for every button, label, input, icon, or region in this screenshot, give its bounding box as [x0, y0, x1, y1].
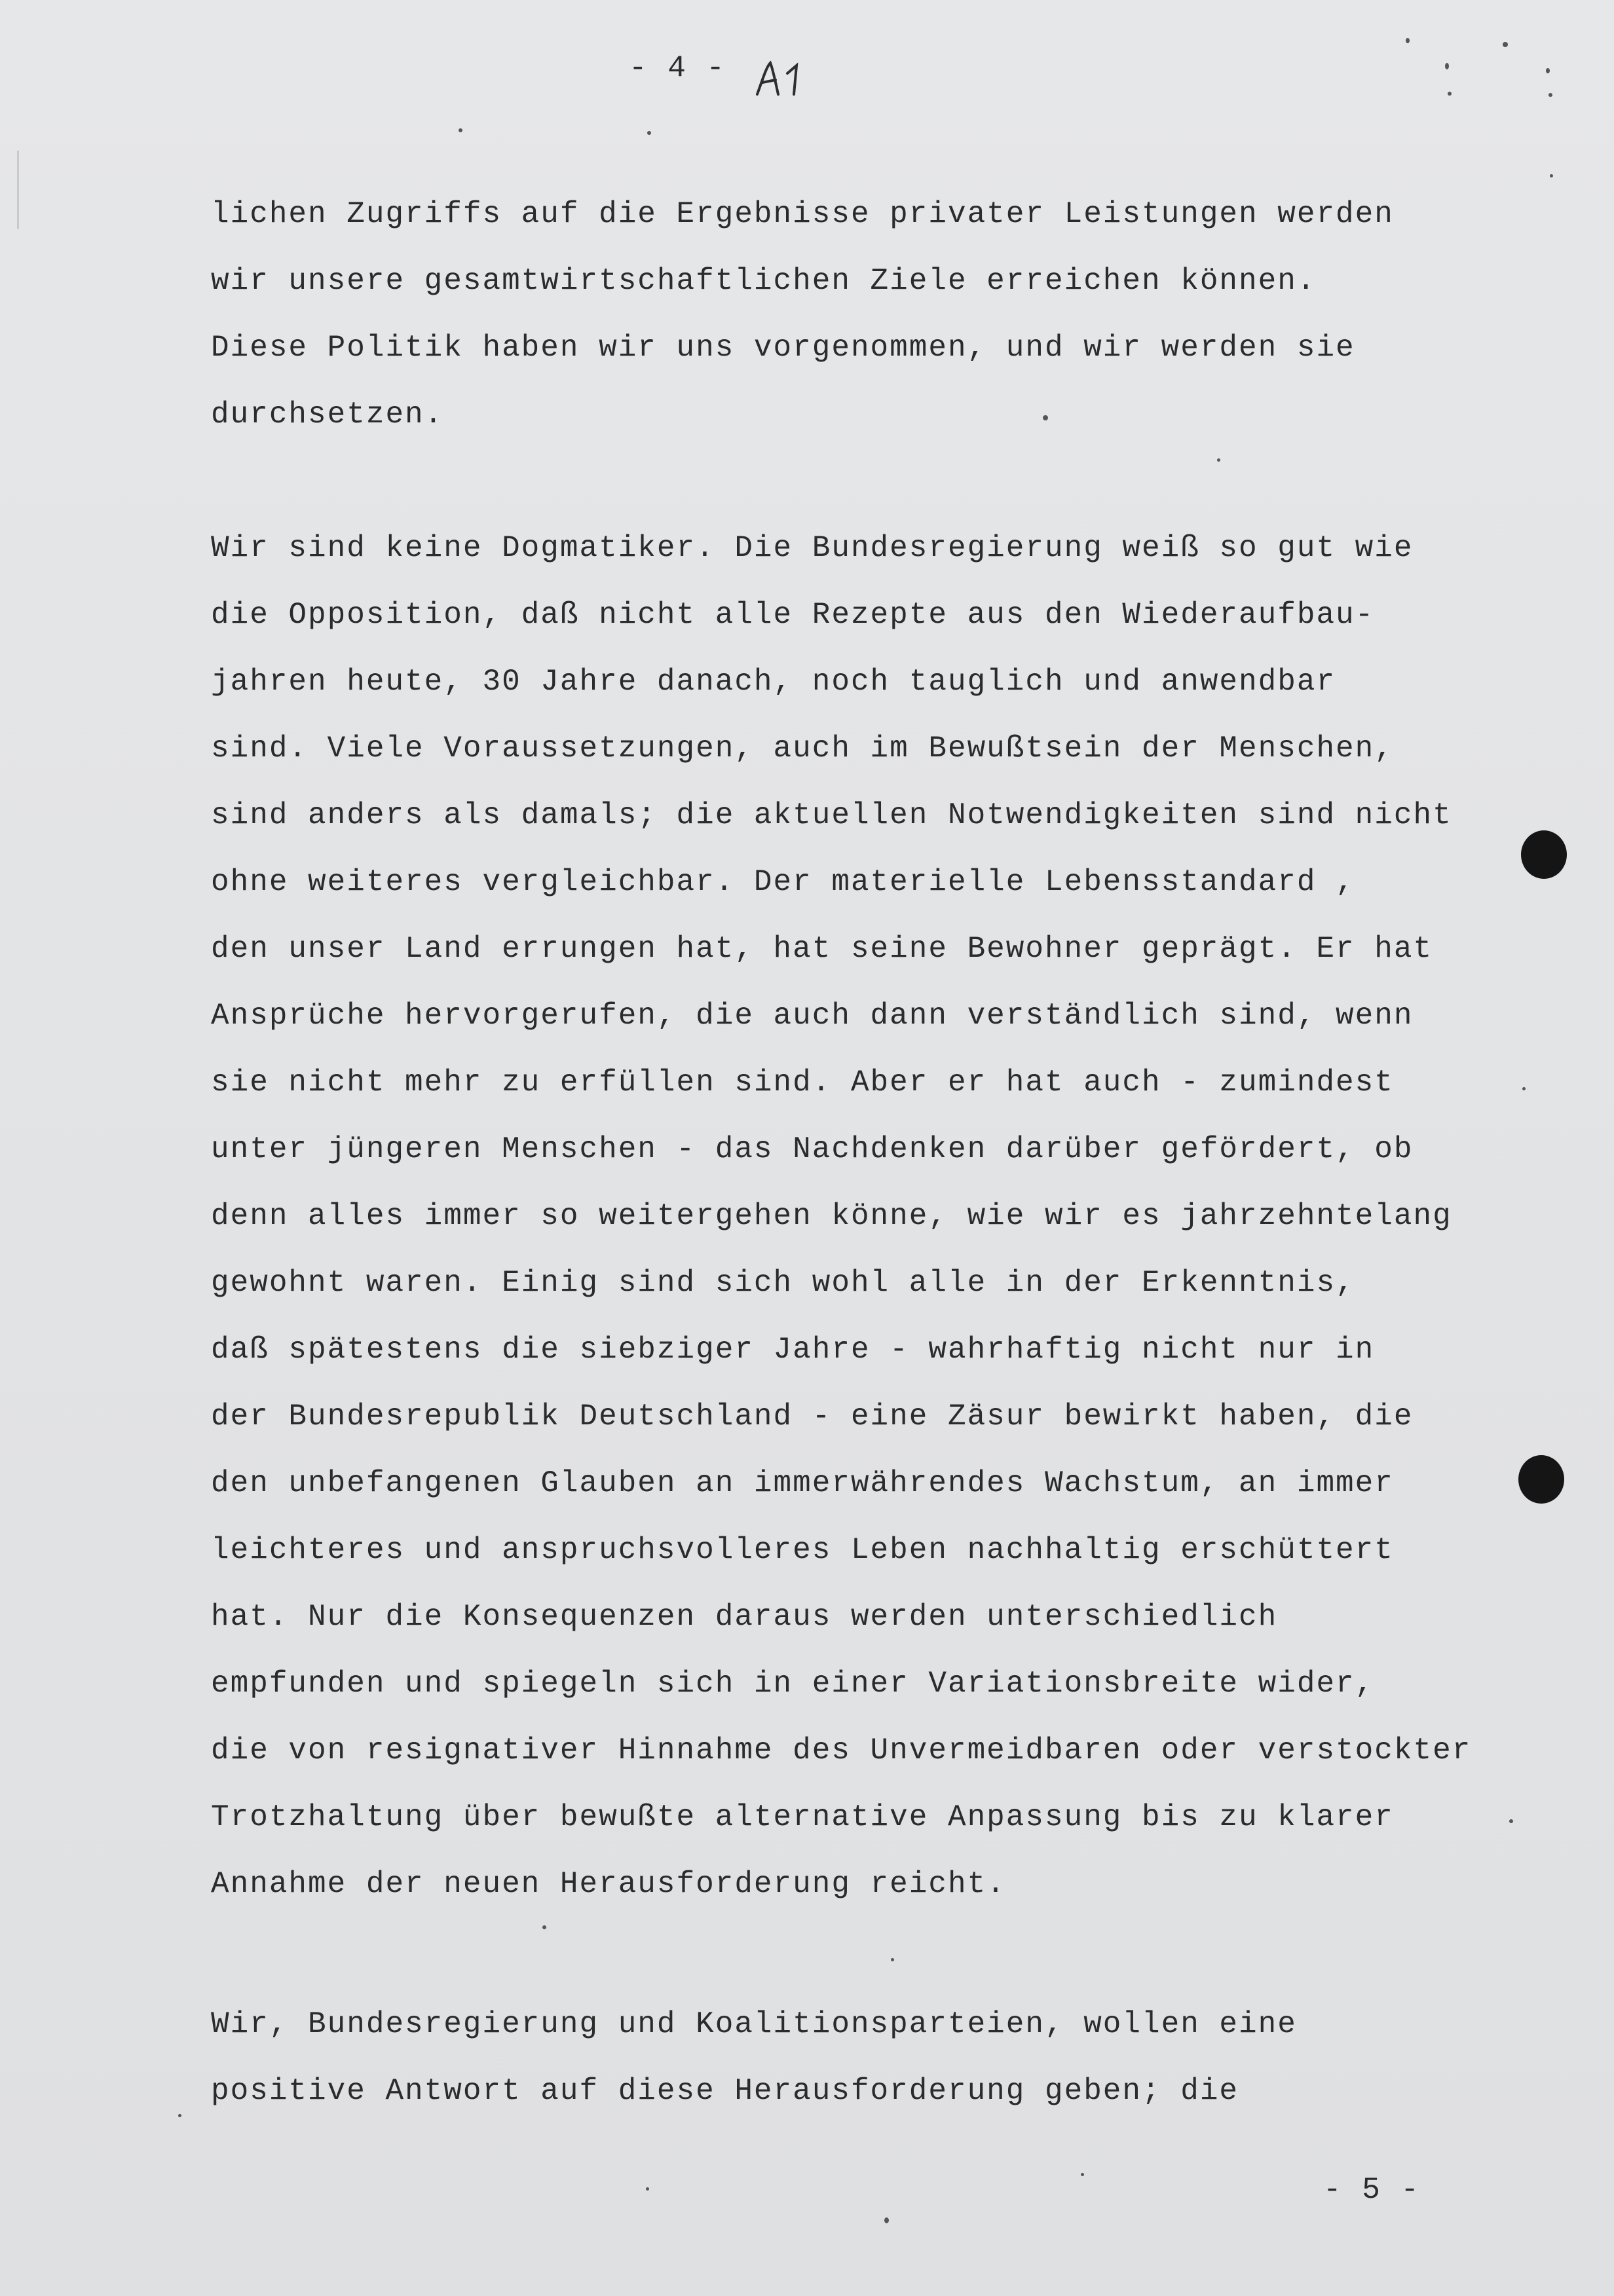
punch-hole-top: [1521, 830, 1567, 879]
next-page-indicator: [1323, 2173, 1420, 2207]
scan-speck: [1448, 92, 1452, 96]
text-line: wir unsere gesamtwirtschaftlichen Ziele erreichen können.: [211, 264, 1317, 298]
text-line: den unser Land errungen hat, hat seine Bewohner geprägt. Er hat: [211, 932, 1433, 966]
text-line: sie nicht mehr zu erfüllen sind. Aber er hat auch - zumindest: [211, 1065, 1394, 1100]
scan-speck: [1548, 93, 1552, 97]
text-line: durchsetzen.: [211, 398, 444, 432]
scan-speck: [646, 2187, 649, 2191]
punch-hole-bottom: [1518, 1455, 1564, 1504]
text-line: denn alles immer so weitergehen könne, wie wir es jahrzehntelang: [211, 1199, 1452, 1233]
scan-speck: [891, 1958, 894, 1961]
text-line: daß spätestens die siebziger Jahre - wahrhaftig nicht nur in: [211, 1333, 1375, 1367]
paragraph-1: [211, 181, 1394, 448]
page-number-header: [629, 51, 726, 85]
scan-speck: [1217, 458, 1220, 462]
text-line: Wir, Bundesregierung und Koalitionsparteien, wollen eine: [211, 2007, 1297, 2041]
scan-speck: [1546, 68, 1550, 73]
text-line: positive Antwort auf diese Herausforderung geben; die: [211, 2074, 1239, 2108]
scan-speck: [1509, 1819, 1513, 1823]
scan-speck: [542, 1925, 546, 1929]
text-line: Trotzhaltung über bewußte alternative Anpassung bis zu klarer: [211, 1800, 1394, 1834]
scan-speck: [459, 128, 462, 132]
text-line: leichteres und anspruchsvolleres Leben nachhaltig erschüttert: [211, 1533, 1394, 1567]
text-line: die von resignativer Hinnahme des Unvermeidbaren oder verstockter: [211, 1733, 1472, 1768]
text-line: jahren heute, 30 Jahre danach, noch tauglich und anwendbar: [211, 665, 1336, 699]
text-line: empfunden und spiegeln sich in einer Variationsbreite wider,: [211, 1667, 1375, 1701]
paragraph-2: [211, 515, 1471, 1917]
scan-speck: [1522, 1087, 1526, 1090]
text-line: hat. Nur die Konsequenzen daraus werden unterschiedlich: [211, 1600, 1278, 1634]
text-line: die Opposition, daß nicht alle Rezepte aus den Wiederaufbau-: [211, 598, 1375, 632]
page-number: - 4 -: [629, 51, 726, 85]
scan-speck: [1043, 415, 1048, 420]
handwritten-mark-a1: [753, 60, 812, 97]
scan-speck: [1406, 38, 1410, 43]
text-line: sind. Viele Voraussetzungen, auch im Bewußtsein der Menschen,: [211, 731, 1394, 766]
scan-speck: [1503, 42, 1508, 47]
scan-speck: [1550, 174, 1553, 177]
text-line: sind anders als damals; die aktuellen Notwendigkeiten sind nicht: [211, 798, 1452, 832]
text-line: unter jüngeren Menschen - das Nachdenken darüber gefördert, ob: [211, 1132, 1414, 1166]
text-line: den unbefangenen Glauben an immerwährendes Wachstum, an immer: [211, 1466, 1394, 1500]
scan-speck: [1445, 63, 1449, 69]
text-line: lichen Zugriffs auf die Ergebnisse privater Leistungen werden: [211, 197, 1394, 231]
text-line: der Bundesrepublik Deutschland - eine Zäsur bewirkt haben, die: [211, 1399, 1414, 1434]
text-line: Ansprüche hervorgerufen, die auch dann verständlich sind, wenn: [211, 999, 1414, 1033]
scan-speck: [1081, 2173, 1084, 2176]
scan-speck: [884, 2217, 889, 2223]
text-line: gewohnt waren. Einig sind sich wohl alle in der Erkenntnis,: [211, 1266, 1355, 1300]
text-line: Diese Politik haben wir uns vorgenommen, und wir werden sie: [211, 331, 1355, 365]
paragraph-3: [211, 1991, 1297, 2124]
text-line: Wir sind keine Dogmatiker. Die Bundesregierung weiß so gut wie: [211, 531, 1414, 565]
scan-speck: [647, 131, 651, 135]
text-line: Annahme der neuen Herausforderung reicht.: [211, 1867, 1006, 1901]
margin-shadow-line: [17, 151, 19, 229]
text-line: ohne weiteres vergleichbar. Der materielle Lebensstandard ,: [211, 865, 1355, 899]
scan-speck: [178, 2114, 181, 2117]
next-page-number: - 5 -: [1323, 2173, 1421, 2207]
